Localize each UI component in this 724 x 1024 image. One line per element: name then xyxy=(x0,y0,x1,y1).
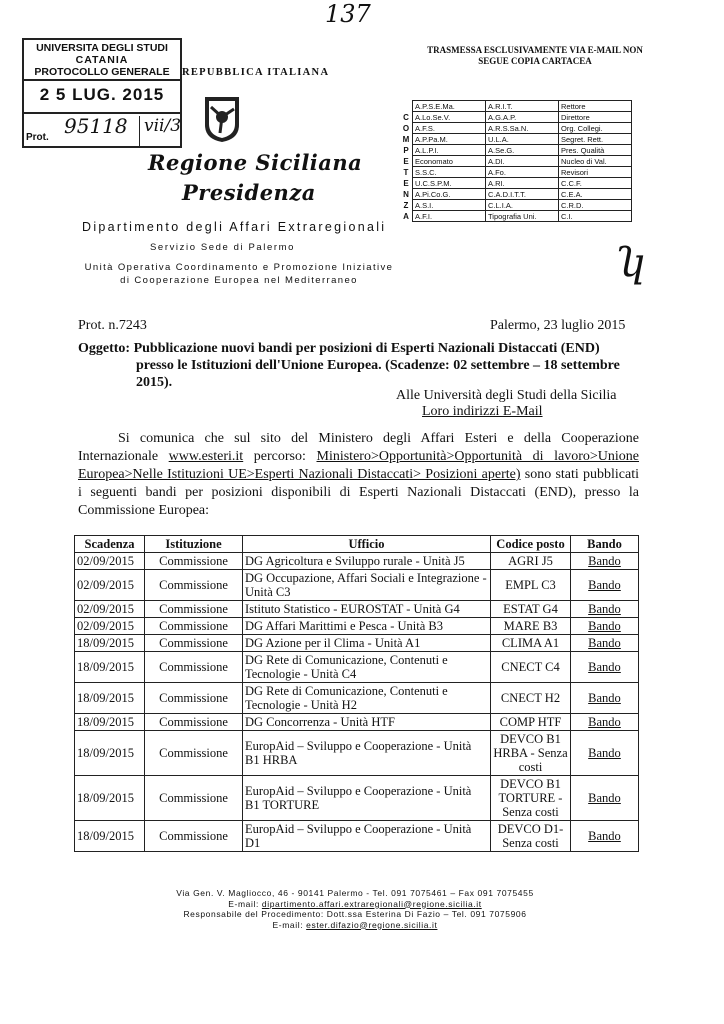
grid-letter: T xyxy=(403,167,409,177)
distribution-grid xyxy=(400,100,632,222)
deadline-cell: 02/09/2015 xyxy=(75,618,145,635)
recipient-address: Loro indirizzi E-Mail xyxy=(422,404,543,419)
stamp-line-2: CATANIA xyxy=(75,54,129,66)
deadline-cell: 18/09/2015 xyxy=(75,714,145,731)
grid-row xyxy=(400,156,632,167)
deadline-cell: 18/09/2015 xyxy=(75,821,145,852)
grid-cell: C.L.I.A. xyxy=(486,200,559,211)
esteri-link[interactable]: www.esteri.it xyxy=(168,449,244,464)
subject xyxy=(78,340,638,391)
grid-row xyxy=(400,211,632,222)
institution-cell: Commissione xyxy=(145,652,243,683)
grid-row xyxy=(400,101,632,112)
footer-address: Via Gen. V. Magliocco, 46 - 90141 Palermo - Tel. 091 7075461 – Fax 091 7075455 xyxy=(176,888,534,898)
grid-row xyxy=(400,123,632,134)
institution-cell: Commissione xyxy=(145,776,243,821)
bando-link[interactable]: Bando xyxy=(571,714,639,731)
bando-link[interactable]: Bando xyxy=(571,776,639,821)
grid-cell: A.RI. xyxy=(486,178,559,189)
grid-cell: Direttore xyxy=(559,112,632,123)
website-path: Ministero>Opportunità>Opportunità di lavoro>Unione Europea>Nelle Istituzioni UE>Esperti Nazionali Distaccati> Posizioni aperte) xyxy=(78,449,640,482)
recipient: Alle Università degli Studi della Sicilia xyxy=(396,388,617,403)
office-cell: DG Rete di Comunicazione, Contenuti e Tecnologie - Unità H2 xyxy=(243,683,491,714)
grid-cell: Revisori xyxy=(559,167,632,178)
institution-cell: Commissione xyxy=(145,714,243,731)
deadline-cell: 02/09/2015 xyxy=(75,553,145,570)
grid-cell: C.R.D. xyxy=(559,200,632,211)
recipient-block xyxy=(396,388,616,420)
code-cell: CNECT H2 xyxy=(491,683,571,714)
grid-row xyxy=(400,167,632,178)
grid-cell: Org. Collegi. xyxy=(559,123,632,134)
footer-responsible: Responsabile del Procedimento: Dott.ssa Esterina Di Fazio – Tel. 091 7075906 xyxy=(183,909,527,919)
grid-cell: A.DI. xyxy=(486,156,559,167)
table-header-cell: Ufficio xyxy=(243,536,491,553)
footer-email-link[interactable]: dipartimento.affari.extraregionali@regione.sicilia.it xyxy=(261,898,482,909)
bando-link[interactable]: Bando xyxy=(571,618,639,635)
region-emblem-icon xyxy=(203,95,241,143)
body-text-a: Si comunica che sul sito del Ministero degli Affari Esteri e della Cooperazione Internazionale xyxy=(78,431,639,464)
grid-row xyxy=(400,178,632,189)
code-cell: DEVCO B1 HRBA - Senza costi xyxy=(491,731,571,776)
place-date: Palermo, 23 luglio 2015 xyxy=(490,318,626,333)
bando-link[interactable]: Bando xyxy=(571,635,639,652)
presidency-name: Presidenza xyxy=(182,180,316,205)
stamp-prot-sub: vii/3 xyxy=(144,116,182,136)
grid-letter: A xyxy=(403,211,409,221)
protocol-stamp xyxy=(22,38,182,148)
grid-letter: C xyxy=(403,112,409,122)
code-cell: CLIMA A1 xyxy=(491,635,571,652)
protocol-number: Prot. n.7243 xyxy=(78,318,147,333)
office-cell: DG Affari Marittimi e Pesca - Unità B3 xyxy=(243,618,491,635)
stamp-line-3: PROTOCOLLO GENERALE xyxy=(34,66,170,78)
table-row xyxy=(75,731,639,776)
positions-table xyxy=(74,535,639,852)
table-row xyxy=(75,821,639,852)
grid-cell: C.E.A. xyxy=(559,189,632,200)
grid-cell: A.F.S. xyxy=(413,123,486,134)
table-header-cell: Istituzione xyxy=(145,536,243,553)
grid-letter: M xyxy=(402,134,410,144)
office-cell: DG Azione per il Clima - Unità A1 xyxy=(243,635,491,652)
table-header-row xyxy=(75,536,639,553)
table-row xyxy=(75,683,639,714)
table-row xyxy=(75,618,639,635)
institution-cell: Commissione xyxy=(145,570,243,601)
grid-cell: C.I. xyxy=(559,211,632,222)
grid-letter: P xyxy=(403,145,409,155)
table-row xyxy=(75,776,639,821)
table-row xyxy=(75,601,639,618)
grid-row xyxy=(400,112,632,123)
grid-cell: A.P.Pa.M. xyxy=(413,134,486,145)
table-row xyxy=(75,570,639,601)
subject-text-first: Pubblicazione nuovi bandi per posizioni di Esperti Nazionali Distaccati (END) xyxy=(133,341,600,356)
grid-cell: U.C.S.P.M. xyxy=(413,178,486,189)
grid-cell: A.G.A.P. xyxy=(486,112,559,123)
grid-letter: E xyxy=(403,156,409,166)
grid-cell: A.P.S.E.Ma. xyxy=(413,101,486,112)
footer-email2-link[interactable]: ester.difazio@regione.sicilia.it xyxy=(306,919,438,930)
grid-cell: Tipografia Uni. xyxy=(486,211,559,222)
transmission-note: TRASMESSA ESCLUSIVAMENTE VIA E-MAIL NON SEGUE COPIA CARTACEA xyxy=(427,45,643,66)
bando-link[interactable]: Bando xyxy=(571,553,639,570)
institution-cell: Commissione xyxy=(145,601,243,618)
institution-cell: Commissione xyxy=(145,618,243,635)
grid-letter: Z xyxy=(403,200,409,210)
institution-cell: Commissione xyxy=(145,553,243,570)
grid-cell: A.F.I. xyxy=(413,211,486,222)
deadline-cell: 18/09/2015 xyxy=(75,683,145,714)
table-row xyxy=(75,553,639,570)
stamp-date: 2 5 LUG. 2015 xyxy=(39,85,165,104)
grid-cell: A.L.P.I. xyxy=(413,145,486,156)
deadline-cell: 18/09/2015 xyxy=(75,652,145,683)
table-row xyxy=(75,635,639,652)
bando-link[interactable]: Bando xyxy=(571,821,639,852)
grid-letter xyxy=(400,101,413,112)
footer-email-label: E-mail: xyxy=(228,898,262,909)
bando-link[interactable]: Bando xyxy=(571,570,639,601)
deadline-cell: 02/09/2015 xyxy=(75,601,145,618)
institution-cell: Commissione xyxy=(145,821,243,852)
grid-row xyxy=(400,145,632,156)
grid-cell: C.C.F. xyxy=(559,178,632,189)
deadline-cell: 02/09/2015 xyxy=(75,570,145,601)
grid-cell: S.S.C. xyxy=(413,167,486,178)
office-cell: EuropAid – Sviluppo e Cooperazione - Unità D1 xyxy=(243,821,491,852)
unit-name: Unità Operativa Coordinamento e Promozione Iniziative di Cooperazione Europea nel Mediterraneo xyxy=(84,262,394,286)
subject-text-rest: presso le Istituzioni dell'Unione Europea. (Scadenze: 02 settembre – 18 settembre 2015). xyxy=(136,358,620,390)
code-cell: DEVCO B1 TORTURE - Senza costi xyxy=(491,776,571,821)
body-text-b: percorso: xyxy=(243,449,317,464)
grid-row xyxy=(400,200,632,211)
code-cell: AGRI J5 xyxy=(491,553,571,570)
stamp-line-1: UNIVERSITA DEGLI STUDI xyxy=(36,42,168,54)
code-cell: MARE B3 xyxy=(491,618,571,635)
deadline-cell: 18/09/2015 xyxy=(75,635,145,652)
grid-cell: A.R.S.Sa.N. xyxy=(486,123,559,134)
grid-row xyxy=(400,189,632,200)
bando-link[interactable]: Bando xyxy=(571,652,639,683)
grid-cell: A.Lo.Se.V. xyxy=(413,112,486,123)
office-cell: DG Concorrenza - Unità HTF xyxy=(243,714,491,731)
bando-link[interactable]: Bando xyxy=(571,601,639,618)
table-header-cell: Codice posto xyxy=(491,536,571,553)
deadline-cell: 18/09/2015 xyxy=(75,731,145,776)
table-row xyxy=(75,652,639,683)
stamp-prot-number: 95118 xyxy=(64,114,128,138)
code-cell: COMP HTF xyxy=(491,714,571,731)
grid-cell: A.Pi.Co.G. xyxy=(413,189,486,200)
institution-cell: Commissione xyxy=(145,683,243,714)
institution-cell: Commissione xyxy=(145,731,243,776)
grid-cell: A.Se.G. xyxy=(486,145,559,156)
office-cell: Istituto Statistico - EUROSTAT - Unità G4 xyxy=(243,601,491,618)
footer-email2-label: E-mail: xyxy=(272,919,307,930)
grid-letter: N xyxy=(403,189,409,199)
body-text-c: sono stati pubblicati i seguenti bandi per posizioni disponibili di Esperti Nazionali Distaccati (END), presso la Commissione Europea: xyxy=(78,467,640,518)
republic-heading: REPUBBLICA ITALIANA xyxy=(182,67,330,78)
grid-cell: Nucleo di Val. xyxy=(559,156,632,167)
department-name: Dipartimento degli Affari Extraregionali xyxy=(82,220,387,234)
grid-cell: A.S.I. xyxy=(413,200,486,211)
deadline-cell: 18/09/2015 xyxy=(75,776,145,821)
institution-cell: Commissione xyxy=(145,635,243,652)
service-name: Servizio Sede di Palermo xyxy=(150,242,296,253)
region-name: Regione Siciliana xyxy=(148,150,363,175)
grid-row xyxy=(400,134,632,145)
handwritten-page-number: 137 xyxy=(325,0,371,28)
grid-cell: Segret. Rett. xyxy=(559,134,632,145)
grid-cell: U.L.A. xyxy=(486,134,559,145)
code-cell: DEVCO D1- Senza costi xyxy=(491,821,571,852)
grid-cell: C.A.D.I.T.T. xyxy=(486,189,559,200)
office-cell: EuropAid – Sviluppo e Cooperazione - Unità B1 HRBA xyxy=(243,731,491,776)
table-row xyxy=(75,714,639,731)
office-cell: DG Occupazione, Affari Sociali e Integrazione - Unità C3 xyxy=(243,570,491,601)
grid-cell: A.R.I.T. xyxy=(486,101,559,112)
handwritten-signature: ʮ xyxy=(615,240,647,286)
body-paragraph xyxy=(78,430,639,520)
office-cell: DG Rete di Comunicazione, Contenuti e Tecnologie - Unità C4 xyxy=(243,652,491,683)
code-cell: CNECT C4 xyxy=(491,652,571,683)
table-header-cell: Scadenza xyxy=(75,536,145,553)
stamp-prot-label: Prot. xyxy=(26,132,49,143)
grid-letter: O xyxy=(402,123,410,133)
code-cell: EMPL C3 xyxy=(491,570,571,601)
footer xyxy=(100,888,610,930)
grid-cell: A.Fo. xyxy=(486,167,559,178)
bando-link[interactable]: Bando xyxy=(571,731,639,776)
subject-label: Oggetto: xyxy=(78,341,131,356)
table-header-cell: Bando xyxy=(571,536,639,553)
grid-cell: Economato xyxy=(413,156,486,167)
code-cell: ESTAT G4 xyxy=(491,601,571,618)
office-cell: EuropAid – Sviluppo e Cooperazione - Unità B1 TORTURE xyxy=(243,776,491,821)
grid-cell: Pres. Qualità xyxy=(559,145,632,156)
grid-cell: Rettore xyxy=(559,101,632,112)
grid-letter: E xyxy=(403,178,409,188)
bando-link[interactable]: Bando xyxy=(571,683,639,714)
office-cell: DG Agricoltura e Sviluppo rurale - Unità J5 xyxy=(243,553,491,570)
